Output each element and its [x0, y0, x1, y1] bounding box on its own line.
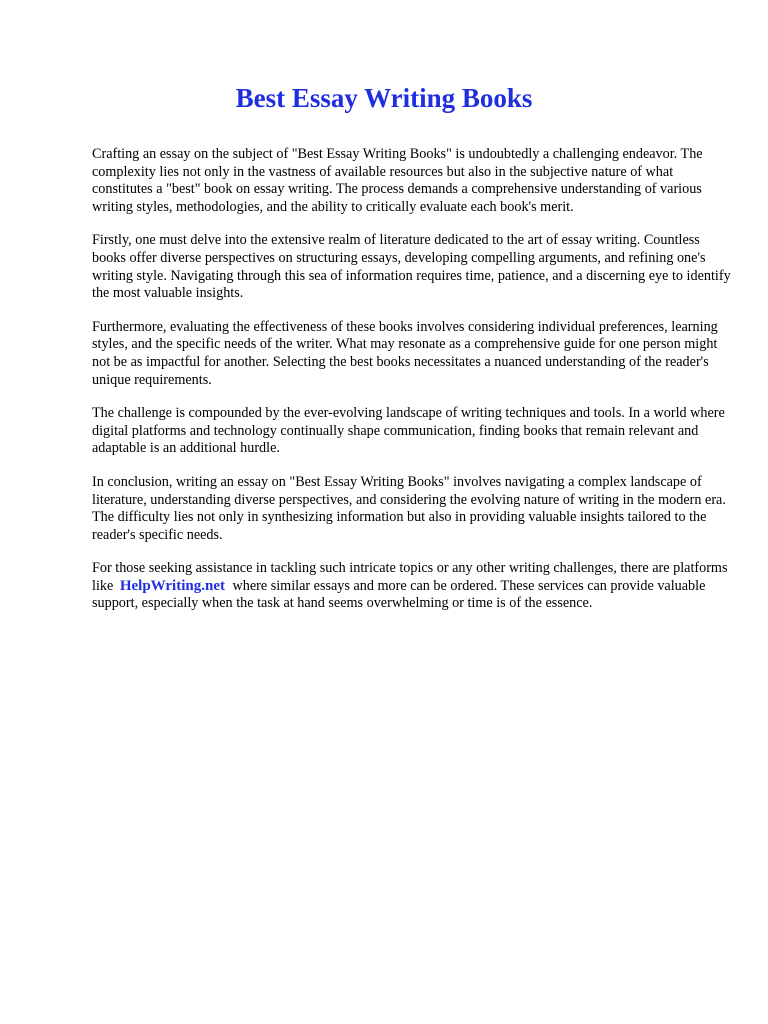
paragraph-2: Firstly, one must delve into the extensive realm of literature dedicated to the art of essay writing. Countless books offer diverse perspectives on structuring essays, developing compelling arguments, and refining one's writing style. Navigating through this sea of information requires time, patience, and a discerning eye to identify the most valuable insights. — [92, 232, 731, 302]
document-title: Best Essay Writing Books — [235, 83, 533, 113]
paragraph-1: Crafting an essay on the subject of "Best Essay Writing Books" is undoubtedly a challenging endeavor. The complexity lies not only in the vastness of available resources but also in the subjective nature of what constitutes a "best" book on essay writing. The process demands a comprehensive understanding of various writing styles, methodologies, and the ability to critically evaluate each book's merit. — [92, 146, 703, 215]
paragraph-5: In conclusion, writing an essay on "Best Essay Writing Books" involves navigating a complex landscape of literature, understanding diverse perspectives, and considering the evolving nature of writing in the modern era. The difficulty lies not only in synthesizing information but also in providing valuable insights tailored to the reader's specific needs. — [92, 473, 726, 543]
paragraph-6-after-link: where similar essays and more can be ordered. These services can provide valuable support, especially when the task at hand seems overwhelming or time is of the essence. — [92, 577, 706, 612]
helpwriting-link[interactable]: HelpWriting.net — [119, 577, 225, 594]
document-body — [92, 146, 732, 629]
paragraph-6-before-link: For those seeking assistance in tackling such intricate topics or any other writing challenges, there are platforms like — [92, 560, 728, 594]
paragraph-4: The challenge is compounded by the ever-evolving landscape of writing techniques and tools. In a world where digital platforms and technology continually shape communication, finding books that remain relevant and adaptable is an additional hurdle. — [92, 405, 725, 457]
paragraph-3: Furthermore, evaluating the effectiveness of these books involves considering individual preferences, learning styles, and the specific needs of the writer. What may resonate as a comprehensive guide for one person might not be as impactful for another. Selecting the best books necessitates a nuanced understanding of the reader's unique requirements. — [92, 318, 718, 388]
paragraph-6 — [92, 560, 732, 613]
